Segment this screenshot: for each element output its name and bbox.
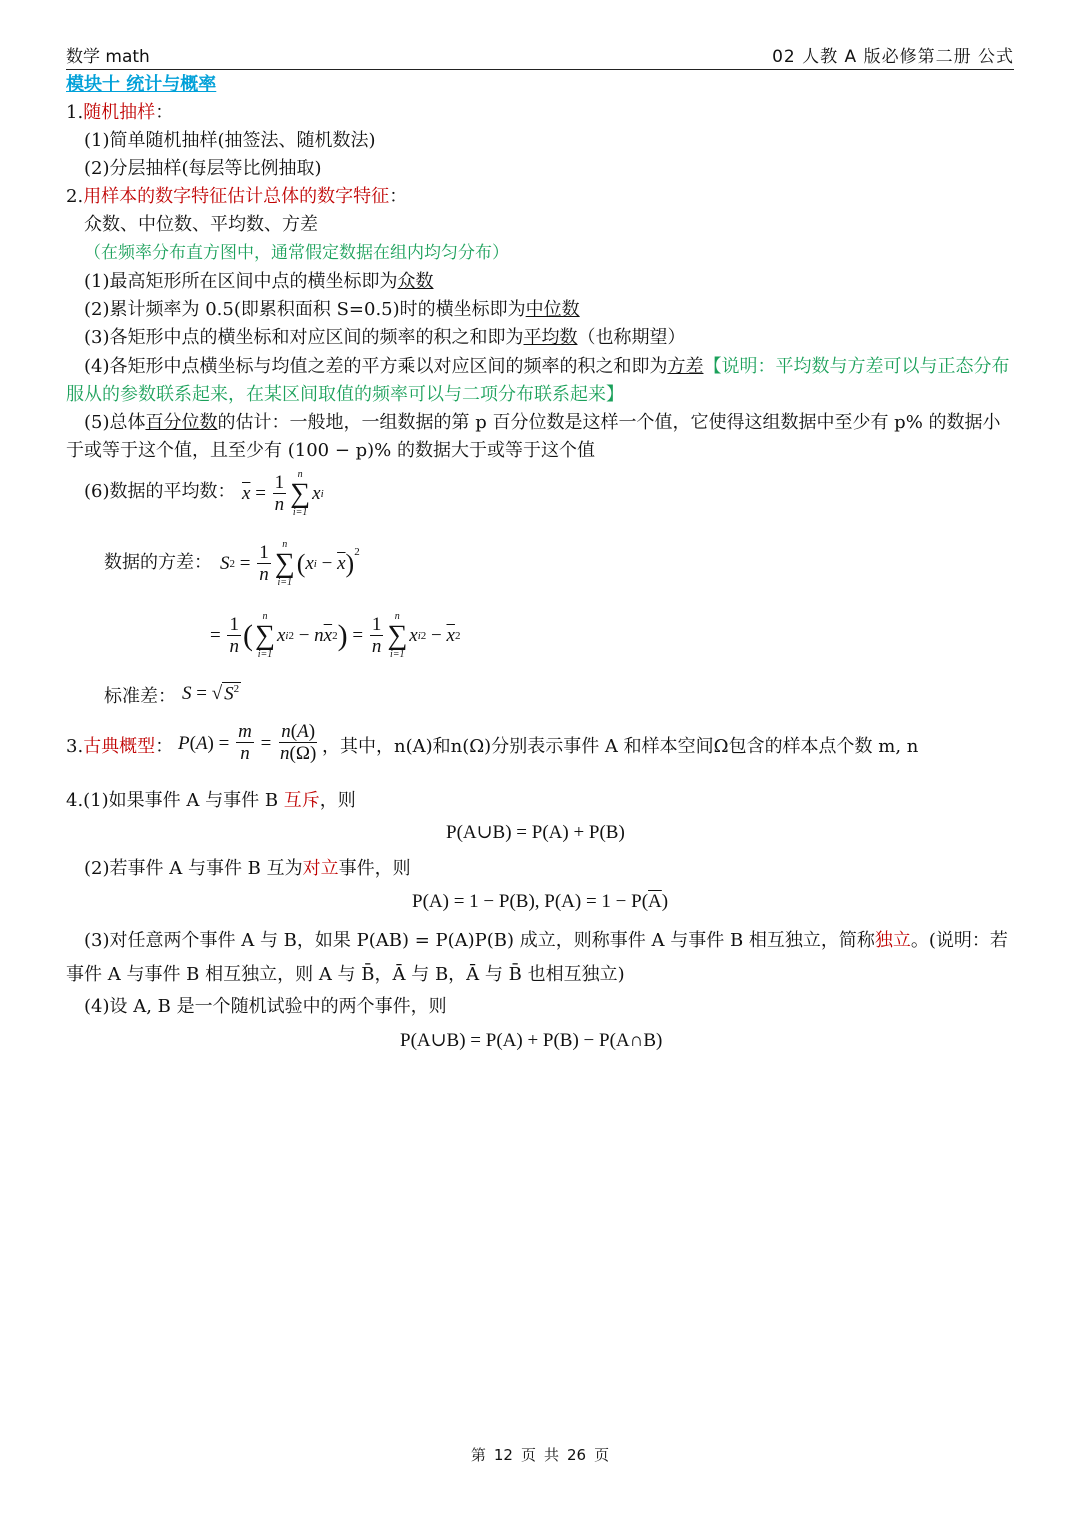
section-4-item-3 xyxy=(66,924,1014,992)
formula-complementary xyxy=(412,889,668,915)
module-title xyxy=(66,72,216,98)
formula-complementary-a: P(A) = 1 − P(B), P(A) = 1 − P( xyxy=(412,891,649,912)
std-formula: S = √ $S^2$ xyxy=(182,682,240,705)
s4-item-3-term: 独立 xyxy=(874,930,911,951)
footer-text-a: 第 xyxy=(470,1446,486,1464)
formula-mutually-exclusive: P(A∪B) = P(A) + P(B) xyxy=(446,822,625,843)
item-1-text: (1)最高矩形所在区间中点的横坐标即为 xyxy=(84,271,398,292)
item-4-term: 方差 xyxy=(667,356,704,377)
std-label: 标准差： xyxy=(104,686,176,707)
module-title-text: 模块十 统计与概率 xyxy=(66,74,217,95)
formula-complementary-c: ) xyxy=(661,891,669,912)
item-4-note: 【说明：平均数与方差可以与正态分布服从的参数联系起来，在某区间取值的频率可以与二项分布联系起来】 xyxy=(66,356,1010,405)
footer-total-pages: 26 xyxy=(567,1446,587,1464)
section-2-note: （在频率分布直方图中，通常假定数据在组内均匀分布） xyxy=(84,243,509,263)
section-4-item-1 xyxy=(66,788,356,814)
section-2-item-1 xyxy=(84,269,434,295)
classical-probability-formula: P ( A ) = $\frac{m}{n}$ = $\frac{n(A)}{n(\Omega)}$ xyxy=(178,721,317,764)
section-2-colon: ： xyxy=(389,186,408,207)
item-4-text: (4)各矩形中点横坐标与均值之差的平方乘以对应区间的频率的积之和即为 xyxy=(84,356,668,377)
page-footer xyxy=(0,1444,1080,1465)
section-3-heading xyxy=(66,734,173,760)
item-5-text-a: (5)总体 xyxy=(84,412,146,433)
item-3-note: （也称期望） xyxy=(577,327,686,348)
item-1-term: 众数 xyxy=(397,271,434,292)
section-4-item-4: (4)设 A, B 是一个随机试验中的两个事件，则 xyxy=(84,996,447,1017)
s4-item-1-tail: ，则 xyxy=(319,790,356,811)
section-1-item-2: (2)分层抽样(每层等比例抽取) xyxy=(84,158,322,179)
page-header-left: 数学 math xyxy=(66,47,150,67)
section-3-colon: ： xyxy=(155,736,174,757)
variance-formula-expanded: = $\frac{1}{n}$ ( n ∑ i=1 x i 2 − n $\overline{x}$ 2 ) = $\frac{1}{n}$ n ∑ i=1 x i 2 − $\overline{x}$ 2 xyxy=(210,611,461,660)
section-1-item-1: (1)简单随机抽样(抽签法、随机数法) xyxy=(84,130,376,151)
section-1-number: 1. xyxy=(66,102,84,123)
section-1-colon: ： xyxy=(155,102,174,123)
footer-page-number: 12 xyxy=(493,1446,513,1464)
s4-item-2-term: 对立 xyxy=(302,858,339,879)
section-1-title: 随机抽样 xyxy=(83,102,156,123)
item-5-term: 百分位数 xyxy=(145,412,218,433)
mean-label: (6)数据的平均数： xyxy=(84,481,236,502)
mean-line xyxy=(84,479,236,505)
item-2-term: 中位数 xyxy=(525,299,580,320)
mean-formula: $\overline{x}$ = $\frac{1}{n}$ n ∑ i=1 x i xyxy=(242,469,324,518)
header-rule xyxy=(66,69,1014,70)
formula-complementary-bar: $\overline{A}$ xyxy=(648,891,662,912)
s4-item-2-text: (2)若事件 A 与事件 B 互为 xyxy=(84,858,303,879)
footer-text-d: 页 xyxy=(594,1446,610,1464)
s4-item-1-text: 4.(1)如果事件 A 与事件 B xyxy=(66,790,284,811)
item-3-term: 平均数 xyxy=(523,327,578,348)
section-2-item-5 xyxy=(66,409,1014,465)
s4-item-1-term: 互斥 xyxy=(283,790,320,811)
section-3-number: 3. xyxy=(66,736,84,757)
s4-item-3-note: 。(说明：若事件 A 与事件 B 相互独立，则 A 与 B̄，Ā 与 B，Ā 与 B̄ 也相互独立) xyxy=(66,930,1008,985)
section-2-heading xyxy=(66,184,407,210)
page-header-right: 02 人教 A 版必修第二册 公式 xyxy=(772,47,1014,67)
section-2-item-4 xyxy=(66,353,1014,409)
section-4-item-2 xyxy=(84,856,411,882)
variance-label: 数据的方差： xyxy=(104,552,212,573)
item-5-text-b: 的估计：一般地，一组数据的第 p 百分位数是这样一个值，它使得这组数据中至少有 p% 的数据小于或等于这个值，且至少有 (100 − p)% 的数据大于或等于这个值 xyxy=(66,412,1001,461)
item-3-text: (3)各矩形中点的横坐标和对应区间的频率的积之和即为 xyxy=(84,327,524,348)
s4-item-2-tail: 事件，则 xyxy=(338,858,411,879)
section-3-tail: ，其中，n(A)和n(Ω)分别表示事件 A 和样本空间Ω包含的样本点个数 m, n xyxy=(322,736,919,757)
section-2-number: 2. xyxy=(66,186,84,207)
footer-text-b: 页 xyxy=(520,1446,536,1464)
section-2-item-3 xyxy=(84,325,686,351)
section-1-heading xyxy=(66,100,173,126)
section-3-title: 古典概型 xyxy=(83,736,156,757)
formula-addition-rule: P(A∪B) = P(A) + P(B) − P(A∩B) xyxy=(400,1030,663,1051)
s4-item-3-text: (3)对任意两个事件 A 与 B，如果 P(AB) = P(A)P(B) 成立，则称事件 A 与事件 B 相互独立，简称 xyxy=(84,930,875,951)
section-2-item-2 xyxy=(84,297,580,323)
section-2-line-1: 众数、中位数、平均数、方差 xyxy=(84,214,318,235)
item-2-text: (2)累计频率为 0.5(即累积面积 S=0.5)时的横坐标即为 xyxy=(84,299,526,320)
variance-formula: S 2 = $\frac{1}{n}$ n ∑ i=1 ( x i − $\overline{x}$ ) $^2$ xyxy=(220,539,360,588)
section-2-title: 用样本的数字特征估计总体的数字特征 xyxy=(83,186,390,207)
footer-text-c: 共 xyxy=(544,1446,560,1464)
